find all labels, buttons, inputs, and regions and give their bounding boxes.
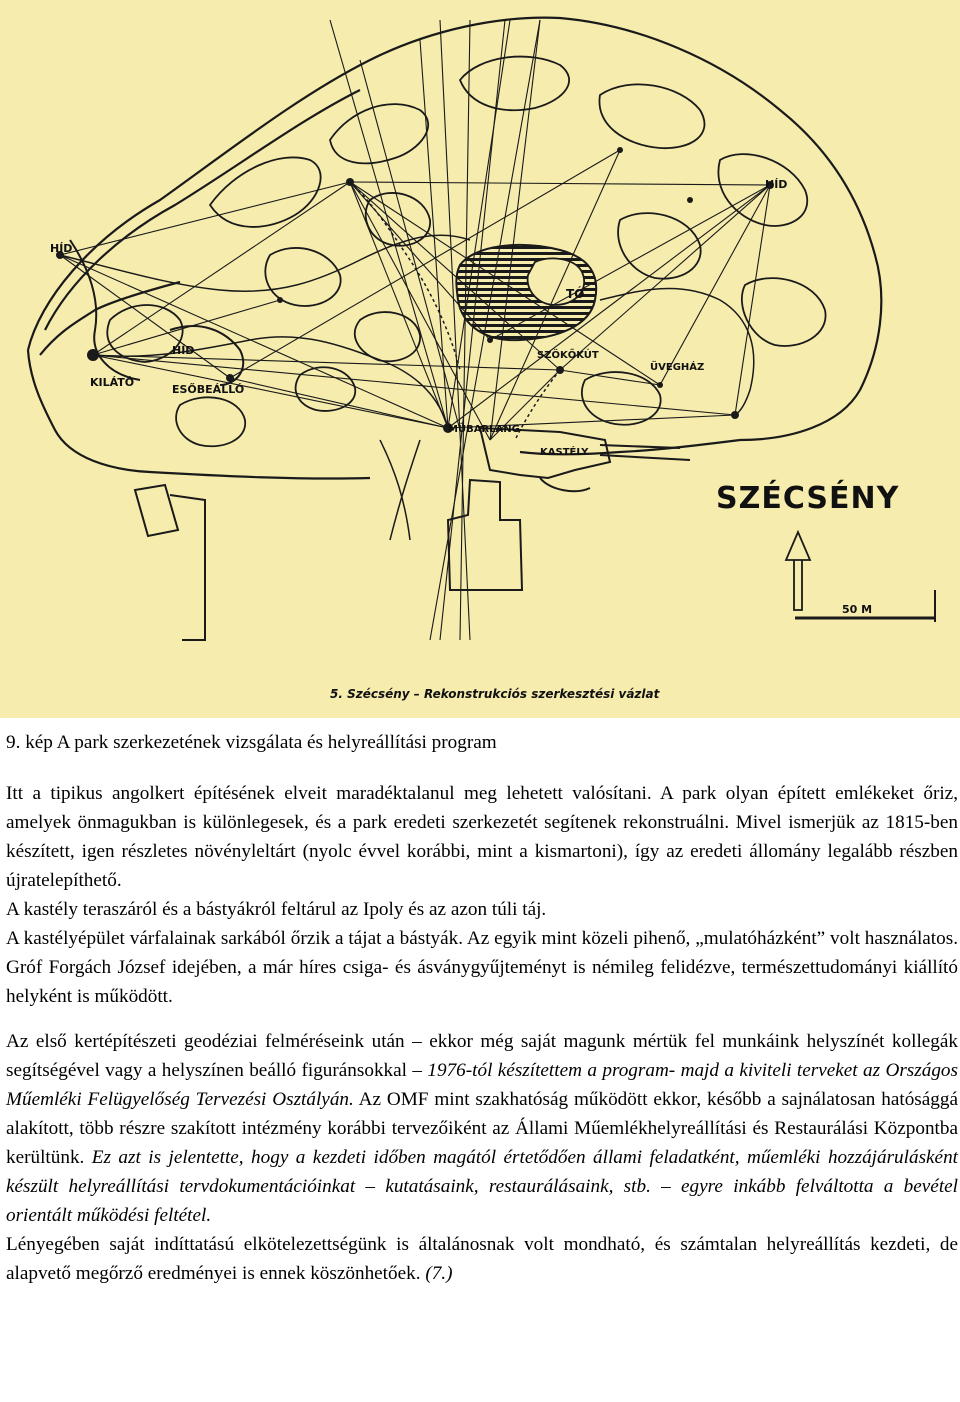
paragraph-1: Itt a tipikus angolkert építésének elveit maradéktalanul meg lehetett valósítani. A park olyan épített emlékeket őriz, amelyek önmagukban is különlegesek, és a park eredeti szerkezetét segítenek rekonstruálni. Mivel ismerjük az 1815-ben készített, igen részletes növényleltárt (nyolc évvel korábbi, mint a kismartoni), így az eredeti állomány legalább részben újratelepíthető. xyxy=(6,783,958,891)
p4-part-d: Ez azt is jelentette, hogy a kezdeti időben magától értetődően állami feladatként, műemléki hozzájárulásként készült helyreállítási tervdokumentációinkat – kutatásaink, restaurálásaink, stb. – egyre inkább felváltotta a bevétel orientált működési feltétel. xyxy=(6,1147,958,1226)
document-body xyxy=(6,728,958,1288)
label-mubarlang: MŰBARLANG xyxy=(448,424,520,435)
label-hid-top-right: HÍD xyxy=(765,178,788,191)
plate-caption: 5. Szécsény – Rekonstrukciós szerkesztési vázlat xyxy=(330,687,660,701)
label-szokokut: SZÖKŐKÚT xyxy=(537,350,599,361)
label-uveghaz: ÜVEGHÁZ xyxy=(650,362,705,373)
label-hid-left: HÍD xyxy=(50,242,73,255)
sight-lines xyxy=(60,20,770,640)
label-to: TÓ xyxy=(566,287,585,301)
label-esobeallo: ESŐBEÁLLÓ xyxy=(172,383,245,396)
paragraph-2: A kastély teraszáról és a bástyákról feltárul az Ipoly és az azon túli táj. xyxy=(6,899,547,920)
scale-bar xyxy=(795,590,935,622)
label-kastely: KASTÉLY xyxy=(540,447,589,458)
label-kilato: KILÁTÓ xyxy=(90,376,135,389)
p4-part-a: Az első kertépítészeti geodéziai felméréseink után – ekkor még saját magunk mértük fel munkáink helyszínét kollegák segítségével vagy a helyszínen beálló figuránsokkal – xyxy=(6,1031,958,1081)
paragraph-5 xyxy=(6,1230,958,1288)
figure-caption: 9. kép A park szerkezetének vizsgálata és helyreállítási program xyxy=(6,732,497,753)
label-hid-lower-left: HÍD xyxy=(172,344,195,357)
north-arrow-icon xyxy=(786,532,810,610)
label-town-title: SZÉCSÉNY xyxy=(716,481,900,516)
p5-part-a: Lényegében saját indíttatású elkötelezettségünk is általánosnak volt mondható, és számtalan helyreállítás kezdeti, de alapvető megőrző eredményei is ennek köszönhetőek. xyxy=(6,1234,958,1284)
survey-points xyxy=(56,147,774,433)
paragraph-4 xyxy=(6,1027,958,1230)
scale-label: 50 M xyxy=(842,603,873,616)
p4-part-b: 1976-tól készítettem a program- majd a kiviteli terveket az Országos Műemléki Felügyelőség Tervezési Osztályán. xyxy=(6,1060,958,1110)
paragraph-3: A kastélyépület várfalainak sarkából őrzik a tájat a bástyák. Az egyik mint közeli pihenő, „mulatóházként” volt használatos. Gróf Forgách József idejében, a már híres csiga- és ásványgyűjteményt is némileg felidézve, természettudományi kiállító helyként is működött. xyxy=(6,928,958,1007)
garden-paths xyxy=(60,182,754,540)
p5-reference: (7.) xyxy=(425,1263,453,1284)
outbuildings xyxy=(135,485,205,640)
p4-part-c: Az OMF mint szakhatóság működött ekkor, később a sajnálatosan hatósággá alakított, több részre szakított intézmény korábbi tervezőiként az Állami Műemlékhelyreállítási és Restaurálási Központba kerültünk. xyxy=(6,1089,958,1168)
